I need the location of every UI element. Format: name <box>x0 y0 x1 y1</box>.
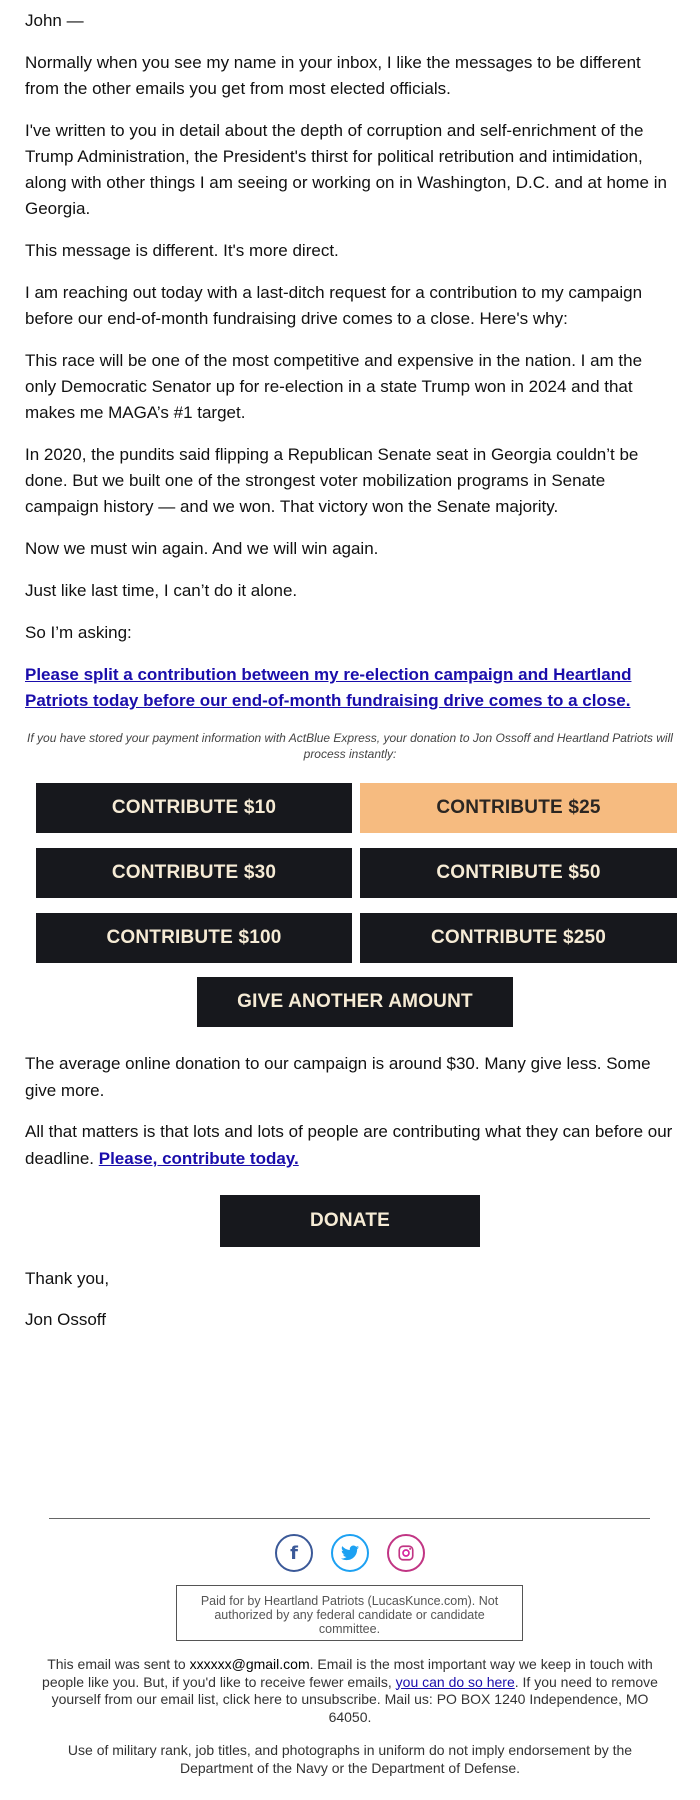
sent-to-prefix: This email was sent to <box>47 1656 190 1672</box>
paragraph: I am reaching out today with a last-ditch request for a contribution to my campaign before our end-of-month fundraising drive comes to a close. Here's why: <box>25 283 643 328</box>
paragraph: Just like last time, I can’t do it alone. <box>25 581 298 600</box>
paragraph: I've written to you in detail about the depth of corruption and self-enrichment of the Trump Administration, the President's thirst for political retribution and intimidation, along with other things I am seeing or working on in Washington, D.C. and at home in Georgia. <box>25 121 667 218</box>
actblue-express-note: If you have stored your payment information with ActBlue Express, your donation to Jon Ossoff and Heartland Patriots will process instantly: <box>27 731 673 761</box>
matters-text: All that matters is that lots and lots of people are contributing what they can before our deadline. <box>25 1122 673 1168</box>
instagram-icon[interactable] <box>387 1534 425 1572</box>
signature: Jon Ossoff <box>25 1310 106 1329</box>
paragraph: Normally when you see my name in your inbox, I like the messages to be different from the other emails you get from most elected officials. <box>25 53 641 98</box>
footer-sent-to <box>40 1656 660 1726</box>
contribute-50-button[interactable]: CONTRIBUTE $50 <box>360 848 677 898</box>
donate-button[interactable]: DONATE <box>220 1195 480 1247</box>
sent-to-suffix: . If you need to remove yourself from our email list, click here to unsubscribe. Mail us: PO BOX 1240 Independence, MO 64050. <box>51 1673 658 1725</box>
contribute-10-button[interactable]: CONTRIBUTE $10 <box>36 783 352 833</box>
footer-divider <box>49 1518 650 1519</box>
average-donation-text: The average online donation to our campaign is around $30. Many give less. Some give more. <box>25 1054 651 1100</box>
paragraph: This race will be one of the most competitive and expensive in the nation. I am the only Democratic Senator up for re-election in a state Trump won in 2024 and that makes me MAGA’s #1 target. <box>25 351 643 422</box>
paragraph: Now we must win again. And we will win again. <box>25 539 379 558</box>
contribution-link[interactable]: Please split a contribution between my re-election campaign and Heartland Patriots today before our end-of-month fundraising drive comes to a close. <box>25 665 632 710</box>
recipient-email: xxxxxx@gmail.com <box>189 1656 310 1672</box>
signoff: Thank you, <box>25 1269 110 1288</box>
contribute-100-button[interactable]: CONTRIBUTE $100 <box>36 913 352 963</box>
greeting: John — <box>25 11 84 30</box>
contribute-30-button[interactable]: CONTRIBUTE $30 <box>36 848 352 898</box>
paragraph: In 2020, the pundits said flipping a Republican Senate seat in Georgia couldn’t be done. But we built one of the strongest voter mobilization programs in Senate campaign history — and we won. That victory won the Senate majority. <box>25 445 639 516</box>
contribute-250-button[interactable]: CONTRIBUTE $250 <box>360 913 677 963</box>
paragraph: This message is different. It's more direct. <box>25 241 339 260</box>
email-body <box>25 8 675 730</box>
paragraph: So I’m asking: <box>25 623 132 642</box>
contribute-25-button[interactable]: CONTRIBUTE $25 <box>360 783 677 833</box>
fewer-emails-link[interactable]: you can do so here <box>395 1673 515 1690</box>
sent-to-mid: . Email is the most important way we keep in touch with people like you. But, if you'd like to receive fewer emails, <box>42 1656 653 1690</box>
paid-for-disclaimer: Paid for by Heartland Patriots (LucasKunce.com). Not authorized by any federal candidate or candidate committee. <box>176 1585 523 1641</box>
matters-paragraph <box>25 1118 675 1172</box>
contribute-today-link[interactable]: Please, contribute today. <box>98 1149 299 1168</box>
twitter-icon[interactable] <box>331 1534 369 1572</box>
give-another-amount-button[interactable]: GIVE ANOTHER AMOUNT <box>197 977 513 1027</box>
military-disclaimer: Use of military rank, job titles, and photographs in uniform do not imply endorsement by the Department of the Navy or the Department of Defense. <box>67 1742 633 1776</box>
facebook-icon[interactable]: f <box>275 1534 313 1572</box>
